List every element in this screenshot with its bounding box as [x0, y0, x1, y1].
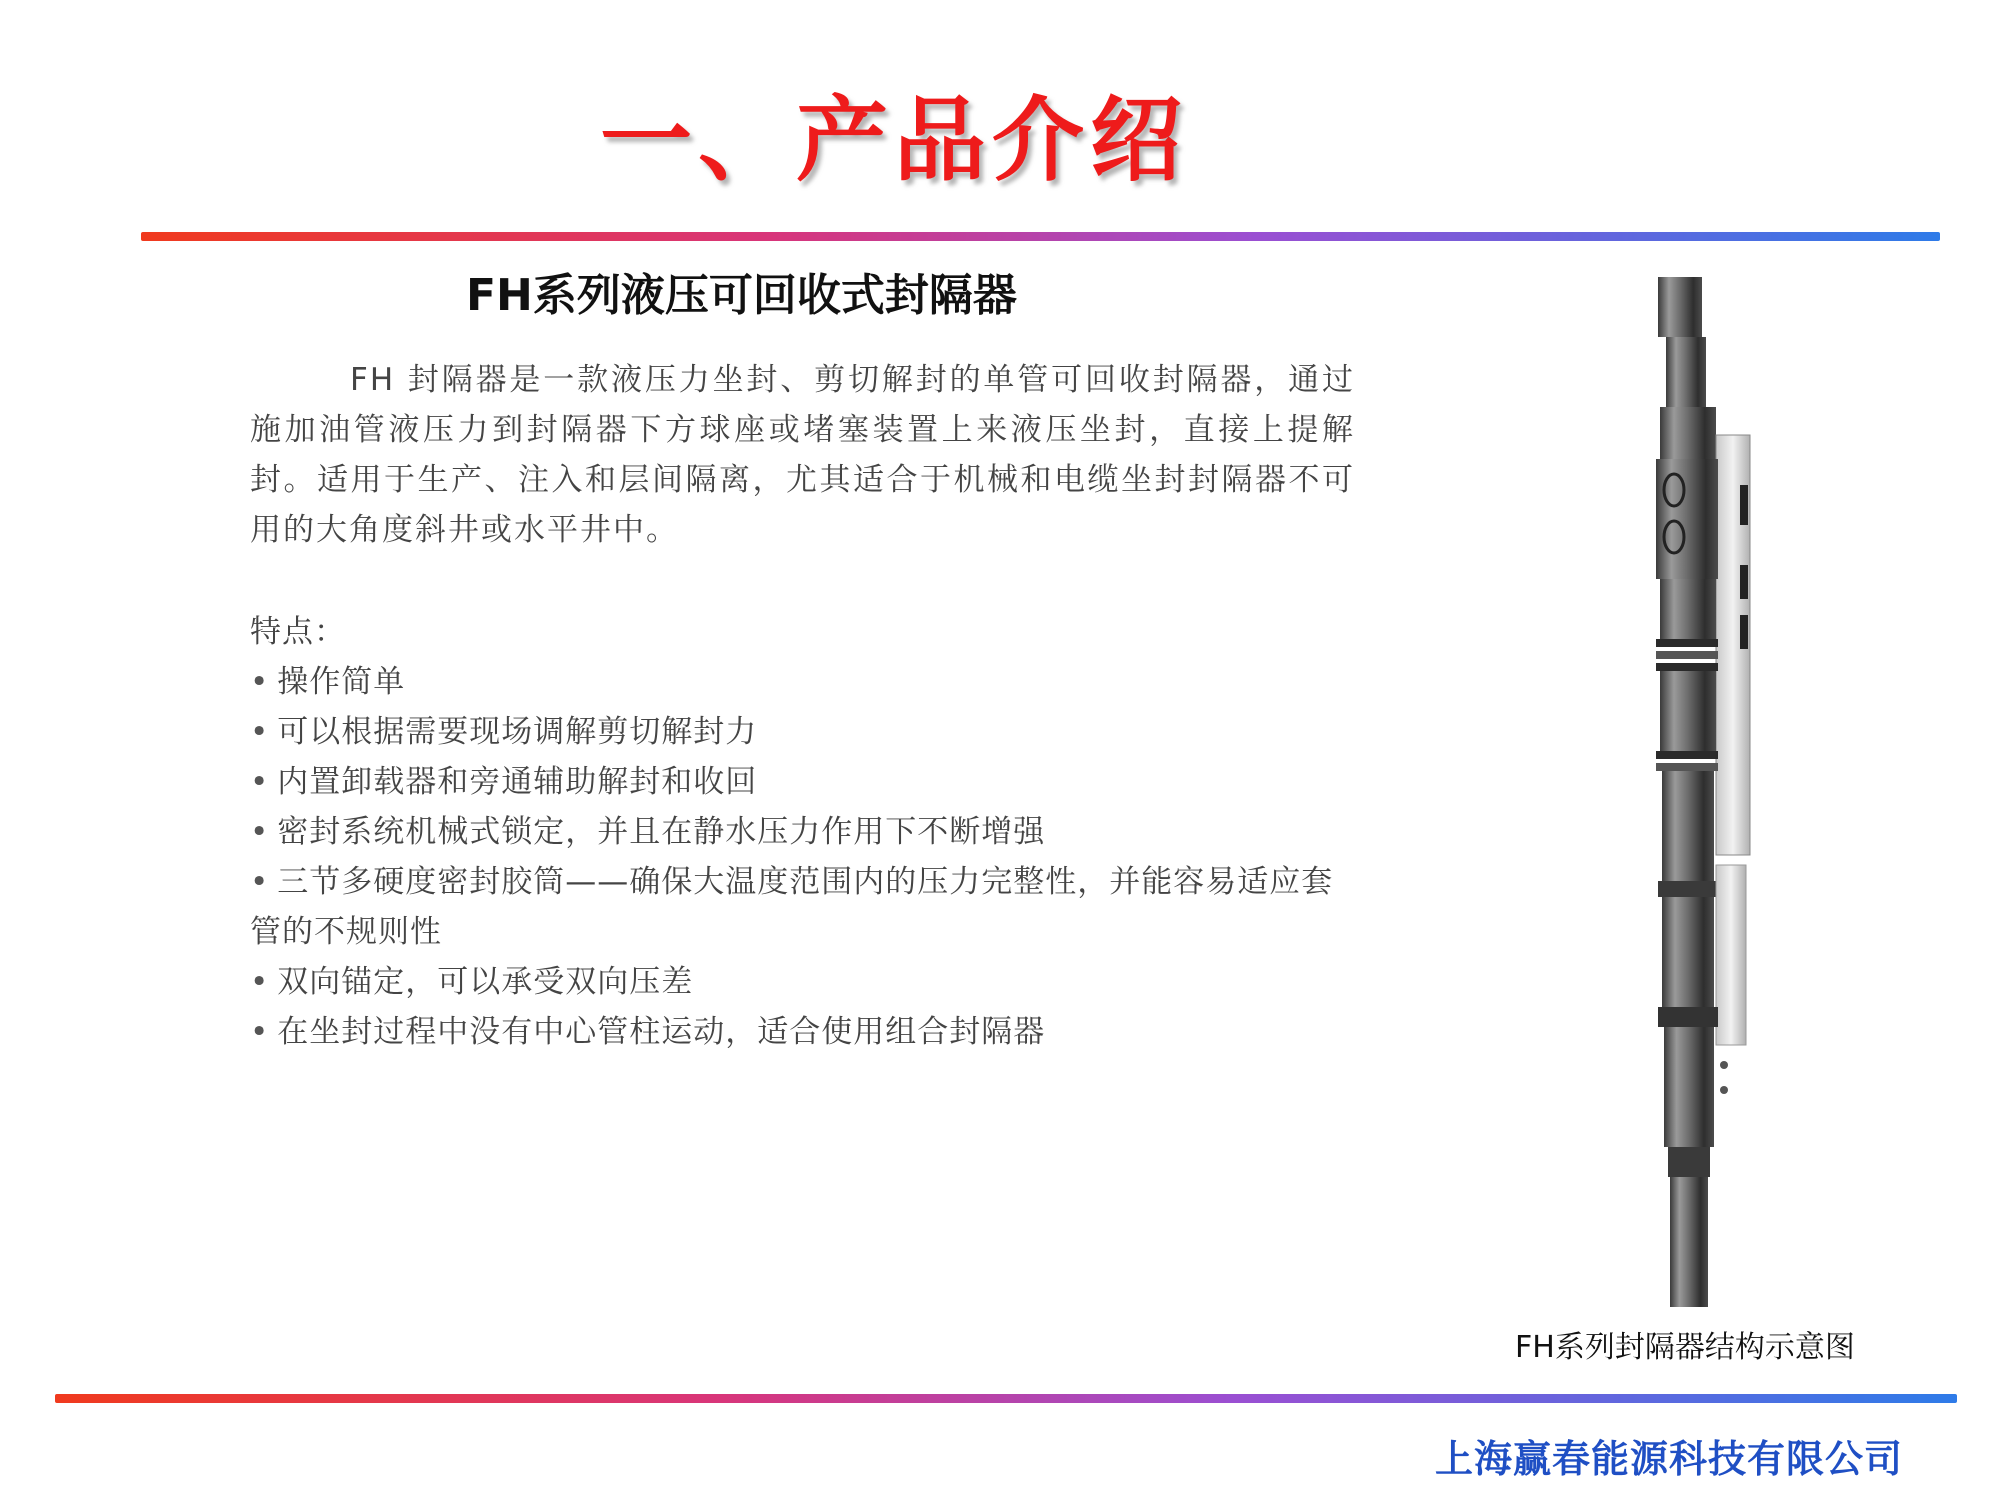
feature-text: 在坐封过程中没有中心管柱运动，适合使用组合封隔器 — [277, 1014, 1046, 1050]
company-name: 上海赢春能源科技有限公司 — [1435, 1437, 1904, 1481]
feature-text: 可以根据需要现场调解剪切解封力 — [277, 714, 758, 750]
features-list — [250, 657, 1360, 1057]
feature-text: 双向锚定，可以承受双向压差 — [277, 964, 694, 1000]
feature-item — [250, 857, 1360, 957]
bullet-icon: • — [250, 1014, 270, 1050]
feature-item — [250, 1007, 1360, 1057]
feature-text: 三节多硬度密封胶筒——确保大温度范围内的压力完整性，并能容易适应套管的不规则性 — [250, 864, 1334, 950]
product-intro: FH 封隔器是一款液压力坐封、剪切解封的单管可回收封隔器，通过施加油管液压力到封隔器下方球座或堵塞装置上来液压坐封，直接上提解封。适用于生产、注入和层间隔离，尤其适合于机械和电缆坐封封隔器不可用的大角度斜井或水平井中。 — [250, 362, 1355, 548]
product-subtitle: FH系列液压可回收式封隔器 — [466, 270, 1017, 321]
bullet-icon: • — [250, 814, 270, 850]
bullet-icon: • — [250, 714, 270, 750]
bullet-icon: • — [250, 964, 270, 1000]
packer-body — [1656, 277, 1750, 1307]
packer-diagram — [1640, 275, 1770, 1310]
top-divider — [141, 232, 1940, 241]
feature-item — [250, 757, 1360, 807]
bullet-icon: • — [250, 664, 270, 700]
feature-item — [250, 807, 1360, 857]
features-heading: 特点： — [250, 614, 346, 650]
page-title: 一、产品介绍 — [600, 87, 1189, 194]
feature-item — [250, 707, 1360, 757]
bullet-icon: • — [250, 764, 270, 800]
bottom-divider — [55, 1394, 1957, 1403]
feature-item — [250, 657, 1360, 707]
feature-text: 密封系统机械式锁定，并且在静水压力作用下不断增强 — [277, 814, 1046, 850]
figure-caption: FH系列封隔器结构示意图 — [1515, 1330, 1855, 1365]
feature-item — [250, 957, 1360, 1007]
bullet-icon: • — [250, 864, 270, 900]
feature-text: 内置卸载器和旁通辅助解封和收回 — [277, 764, 758, 800]
features-section — [250, 607, 1360, 1057]
feature-text: 操作简单 — [277, 664, 406, 700]
